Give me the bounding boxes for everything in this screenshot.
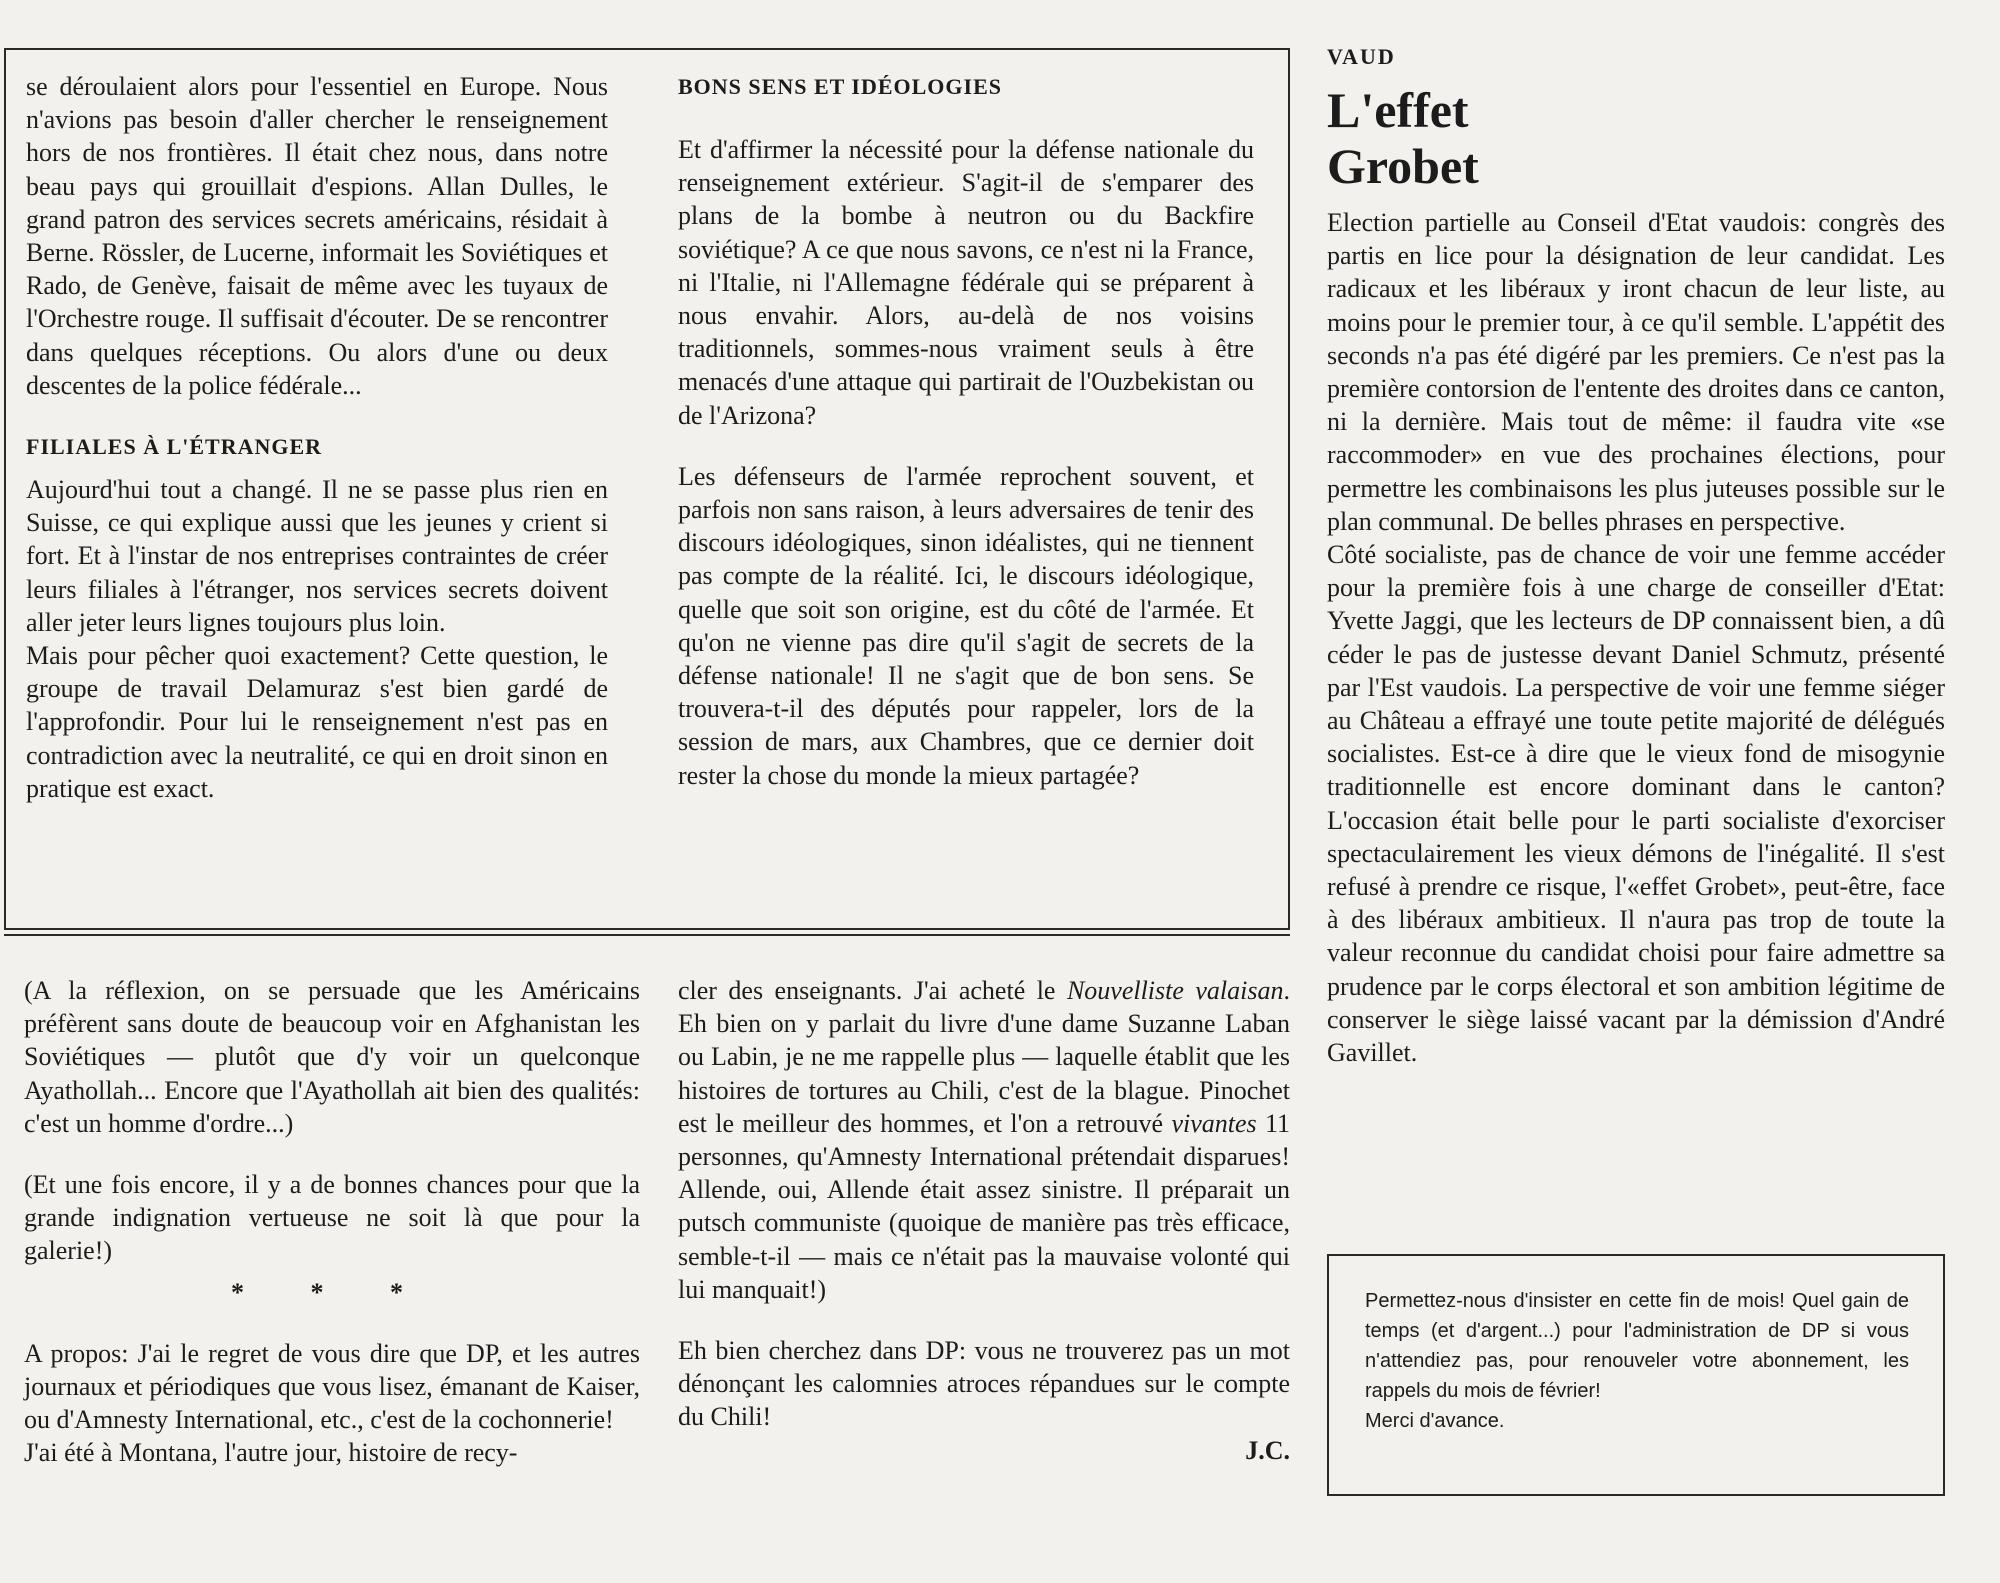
top-column-1 (26, 70, 608, 805)
notice-text: Permettez-nous d'insister en cette fin de mois! Quel gain de temps (et d'argent...) pour l'administration de DP si vous n'attendiez pas, pour renouveler votre abonnement, les rappels du mois de février! (1365, 1290, 1909, 1402)
section-divider (4, 934, 1290, 936)
bottom-column-1 (24, 974, 640, 1470)
paragraph: J'ai été à Montana, l'autre jour, histoire de recy- (24, 1438, 518, 1468)
paragraph: (Et une fois encore, il y a de bonnes chances pour que la grande indignation vertueuse ne soit là que pour la galerie!) (24, 1170, 640, 1266)
section-kicker: VAUD (1327, 44, 1396, 69)
section-heading: FILIALES À L'ÉTRANGER (26, 434, 323, 460)
paragraph: se déroulaient alors pour l'essentiel en Europe. Nous n'avions pas besoin d'aller chercher le renseignement hors de nos frontières. Il était chez nous, dans notre beau pays qui grouillait d'espions. Allan Dulles, le grand patron des services secrets américains, résidait à Berne. Rössler, de Lucerne, informait les Soviétiques et Rado, de Genève, faisait de même avec les tuyaux de l'Orchestre rouge. Il suffisait d'écouter. De se rencontrer dans quelques réceptions. Ou alors d'une ou deux descentes de la police fédérale... (26, 72, 608, 400)
top-column-2 (678, 70, 1254, 792)
section-separator: * * * (231, 1277, 433, 1307)
paragraph: Les défenseurs de l'armée reprochent souvent, et parfois non sans raison, à leurs adversaires de tenir des discours idéologiques, sinon idéalistes, qui ne tiennent pas compte de la réalité. Ici, le discours idéologique, quelle que soit son origine, est du côté de l'armée. Et qu'on ne vienne pas dire qu'il s'agit de secrets de la défense nationale! Il ne s'agit que de bon sens. Se trouvera-t-il des députés pour rappeler, lors de la session de mars, aux Chambres, que ce dernier doit rester la chose du monde la mieux partagée? (678, 461, 1254, 790)
publication-title: Nouvelliste valaisan (1066, 976, 1284, 1005)
article-headline: L'effet Grobet (1327, 82, 1479, 194)
section-heading: BONS SENS ET IDÉOLOGIES (678, 74, 1002, 99)
paragraph: Eh bien cherchez dans DP: vous ne trouverez pas un mot dénonçant les calomnies atroces répandues sur le compte du Chili! (678, 1336, 1290, 1432)
paragraph: Mais pour pêcher quoi exactement? Cette question, le groupe de travail Delamuraz s'est bien gardé de l'approfondir. Pour lui le renseignement n'est pas en contradiction avec la neutralité, ce qui en droit sinon en pratique est exact. (26, 641, 608, 803)
paragraph: (A la réflexion, on se persuade que les Américains préfèrent sans doute de beaucoup voir en Afghanistan les Soviétiques — plutôt que d'y voir un quelconque Ayathollah... Encore que l'Ayathollah ait bien des qualités: c'est un homme d'ordre...) (24, 976, 640, 1138)
paragraph: Et d'affirmer la nécessité pour la défense nationale du renseignement extérieur. S'agit-il de s'emparer des plans de la bombe à neutron ou du Backfire soviétique? A ce que nous savons, ce n'est ni la France, ni l'Italie, ni l'Allemagne fédérale qui se préparent à nous envahir. Alors, au-delà de nos voisins traditionnels, sommes-nous vraiment seuls à être menacés d'une attaque qui partirait de l'Ouzbekistan ou de l'Arizona? (678, 135, 1254, 430)
paragraph: Election partielle au Conseil d'Etat vaudois: congrès des partis en lice pour la désignation de leur candidat. Les radicaux et les libéraux y iront chacun de leur liste, au moins pour le premier tour, à ce qu'il semble. L'appétit des seconds n'a pas été digéré par les premiers. Ce n'est pas la première contorsion de l'entente des droites dans ce canton, ni la dernière. Mais tout de même: il faudra vite «se raccommoder» en vue des prochaines élections, pour permettre les combinaisons les plus juteuses possible sur le plan communal. De belles phrases en perspective. (1327, 208, 1945, 536)
paragraph: Côté socialiste, pas de chance de voir une femme accéder pour la première fois à une charge de conseiller d'Etat: Yvette Jaggi, que les lecteurs de DP connaissent bien, a dû céder le pas de justesse devant Daniel Schmutz, présenté par l'Est vaudois. La perspective de voir une femme siéger au Château a effrayé une toute petite majorité de délégués socialistes. Est-ce à dire que le vieux fond de misogynie traditionnelle est encore dominant dans le canton? L'occasion était belle pour le parti socialiste d'exorciser spectaculairement les vieux démons de l'inégalité. Il s'est refusé à prendre ce risque, l'«effet Grobet», peut-être, face à des libéraux ambitieux. Il n'aura pas trop de toute la valeur reconnue du candidat choisi pour faire admettre sa prudence par le corps électoral et son ambition légitime de conserver le siège laissé vacant par la démission d'André Gavillet. (1327, 540, 1945, 1068)
notice-thanks: Merci d'avance. (1365, 1410, 1505, 1432)
paragraph: cler des enseignants. J'ai acheté le Nouvelliste valaisan. Eh bien on y parlait du livre d'une dame Suzanne Laban ou Labin, je ne me rappelle plus — laquelle établit que les histoires de tortures au Chili, c'est de la blague. Pinochet est le meilleur des hommes, et l'on a retrouvé vivantes 11 personnes, qu'Amnesty International prétendait disparues! Allende, oui, Allende était assez sinistre. Il préparait un putsch communiste (quoique de manière pas très efficace, semble-t-il — mais ce n'était pas la mauvaise volonté qui lui manquait!) (678, 976, 1290, 1304)
sidebar-column (1327, 206, 1945, 1069)
bottom-column-2 (678, 974, 1290, 1467)
paragraph: A propos: J'ai le regret de vous dire que DP, et les autres journaux et périodiques que vous lisez, émanant de Kaiser, ou d'Amnesty International, etc., c'est de la cochonnerie! (24, 1338, 640, 1435)
author-signature: J.C. (1245, 1435, 1290, 1465)
emphasis: vivantes (1171, 1108, 1257, 1138)
paragraph: Aujourd'hui tout a changé. Il ne se passe plus rien en Suisse, ce qui explique aussi que les jeunes y crient si fort. Et à l'instar de nos entreprises contraintes de créer leurs filiales à l'étranger, nos services secrets doivent aller jeter leurs lignes toujours plus loin. (26, 475, 608, 637)
subscription-notice-box (1327, 1254, 1945, 1496)
